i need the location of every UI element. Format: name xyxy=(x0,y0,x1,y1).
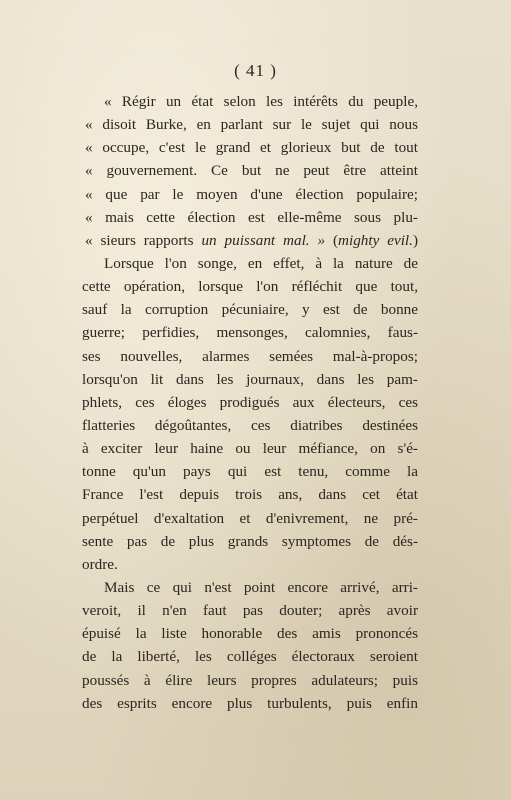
text-line: « gouvernement. Ce but ne peut être atteint xyxy=(85,162,418,180)
text-line: ordre. xyxy=(82,555,118,573)
text-fragment: « sieurs rapports xyxy=(85,231,202,249)
text-line: épuisé la liste honorable des amis prononcés xyxy=(82,625,418,643)
text-line: tonne qu'un pays qui est tenu, comme la xyxy=(82,463,418,481)
text-line: des esprits encore plus turbulents, puis enfin xyxy=(82,694,418,712)
page-number: ( 41 ) xyxy=(234,61,277,80)
text-line: veroit, il n'en faut pas douter; après avoir xyxy=(82,602,418,620)
text-line: poussés à élire leurs propres adulateurs; puis xyxy=(82,671,418,689)
text-line: ses nouvelles, alarmes semées mal-à-propos; xyxy=(82,347,418,365)
text-line: de la liberté, les colléges électoraux seroient xyxy=(82,648,418,666)
text-line: guerre; perfidies, mensonges, calomnies, faus- xyxy=(82,324,418,342)
text-line: phlets, ces éloges prodigués aux électeurs, ces xyxy=(82,393,418,411)
text-fragment: ) xyxy=(412,231,419,249)
text-line: sauf la corruption pécuniaire, y est de bonne xyxy=(82,301,418,319)
text-line: Mais ce qui n'est point encore arrivé, arri- xyxy=(104,578,418,596)
text-line: « que par le moyen d'une élection populaire; xyxy=(85,185,418,203)
text-line xyxy=(82,229,418,252)
italic-phrase: un puissant mal. » xyxy=(201,231,326,249)
text-line: « disoit Burke, en parlant sur le sujet qui nous xyxy=(85,116,418,134)
body-text xyxy=(82,90,418,715)
text-line: France l'est depuis trois ans, dans cet état xyxy=(82,486,418,504)
italic-phrase: mighty evil. xyxy=(338,231,413,249)
text-line: perpétuel d'exaltation et d'enivrement, ne pré- xyxy=(82,509,418,527)
text-line: « Régir un état selon les intérêts du peuple, xyxy=(104,93,418,110)
text-line: « occupe, c'est le grand et glorieux but de tout xyxy=(85,139,418,157)
text-line: « mais cette élection est elle-même sous plu- xyxy=(85,208,418,226)
text-line: lorsqu'on lit dans les journaux, dans les pam- xyxy=(82,370,418,388)
text-fragment: ( xyxy=(325,231,339,249)
text-line: Lorsque l'on songe, en effet, à la nature de xyxy=(104,254,418,272)
text-line: à exciter leur haine ou leur méfiance, on s'é- xyxy=(82,440,418,458)
text-line: cette opération, lorsque l'on réfléchit que tout, xyxy=(82,278,418,296)
text-line: flatteries dégoûtantes, ces diatribes destinées xyxy=(82,416,418,434)
text-line: sente pas de plus grands symptomes de dés- xyxy=(82,532,418,550)
